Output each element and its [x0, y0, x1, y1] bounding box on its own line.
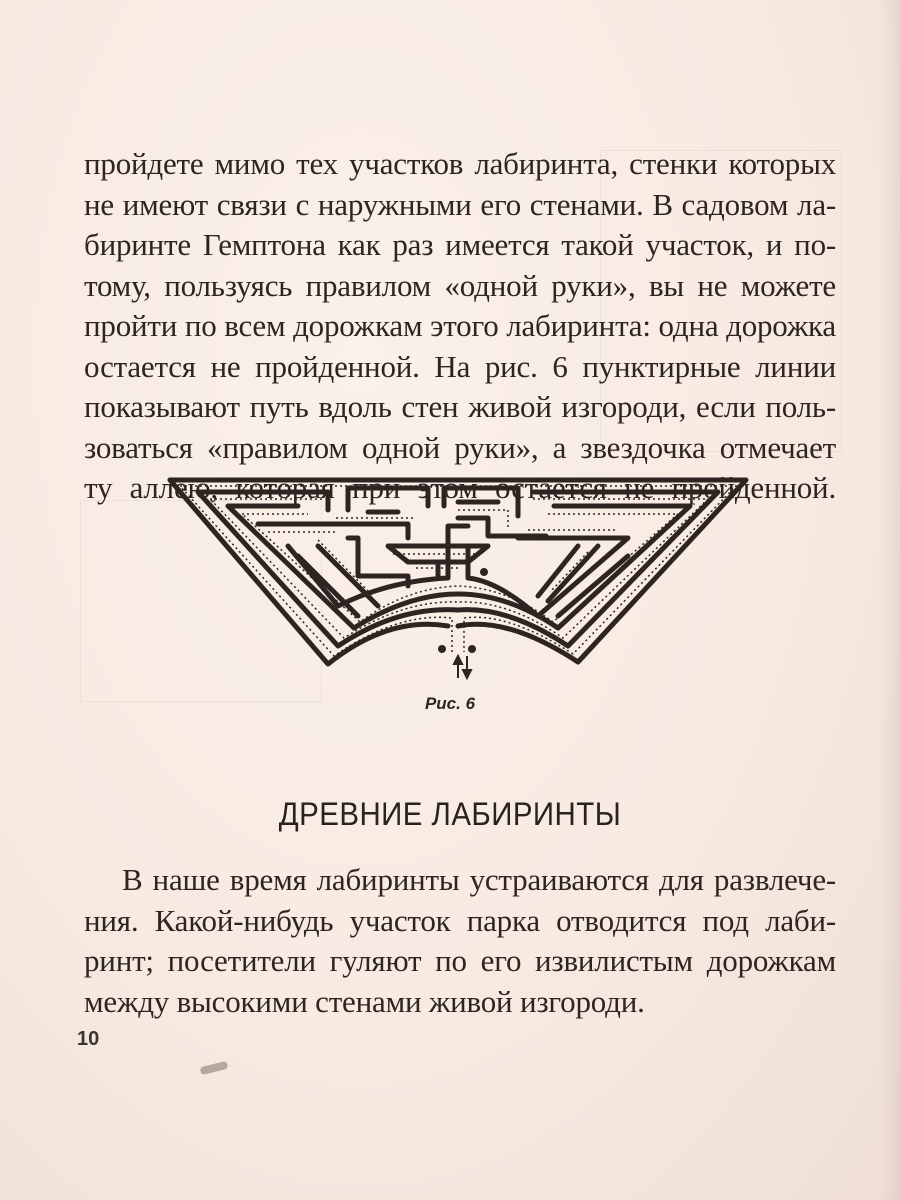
paragraph-intro — [84, 144, 836, 509]
text-line: тому, пользуясь правилом «одной руки», вы не можете — [84, 267, 836, 303]
section-heading: ДРЕВНИЕ ЛАБИРИНТЫ — [278, 796, 622, 832]
page-number: 10 — [77, 1028, 100, 1050]
text-line: остается не пройденной. На рис. 6 пунктирные линии — [84, 348, 836, 384]
paper-smudge — [199, 1061, 228, 1076]
text-line: ту аллею, которая при этом остается не пройденной. — [84, 470, 836, 505]
maze-diagram — [158, 466, 754, 686]
text-line: не имеют связи с наружными его стенами. В садовом ла- — [84, 186, 836, 222]
text-line: ния. Какой-нибудь участок парка отводится под лаби- — [84, 902, 836, 938]
text-line: зоваться «правилом одной руки», а звездочка отмечает — [84, 429, 836, 465]
text-line: ринт; посетители гуляют по его извилистым дорожкам — [84, 943, 836, 978]
paragraph-ancient-mazes — [84, 860, 836, 1022]
text-line: В наше время лабиринты устраиваются для развлече- — [122, 862, 836, 897]
text-line: пройдете мимо тех участков лабиринта, стенки которых — [84, 146, 836, 181]
text-line: между высокими стенами живой изгороди. — [84, 983, 645, 1019]
star-marker-icon — [480, 568, 488, 576]
text-line: пройти по всем дорожкам этого лабиринта: одна дорожка — [84, 308, 836, 343]
text-line: показывают путь вдоль стен живой изгороди, если поль- — [84, 389, 836, 424]
page-edge-shadow — [878, 0, 900, 1200]
text-line: биринте Гемптона как раз имеется такой участок, и по- — [84, 227, 836, 262]
maze-figure — [158, 466, 754, 686]
figure-caption: Рис. 6 — [424, 694, 476, 713]
exit-arrow-down-icon — [463, 656, 471, 678]
entry-arrow-up-icon — [454, 656, 462, 678]
